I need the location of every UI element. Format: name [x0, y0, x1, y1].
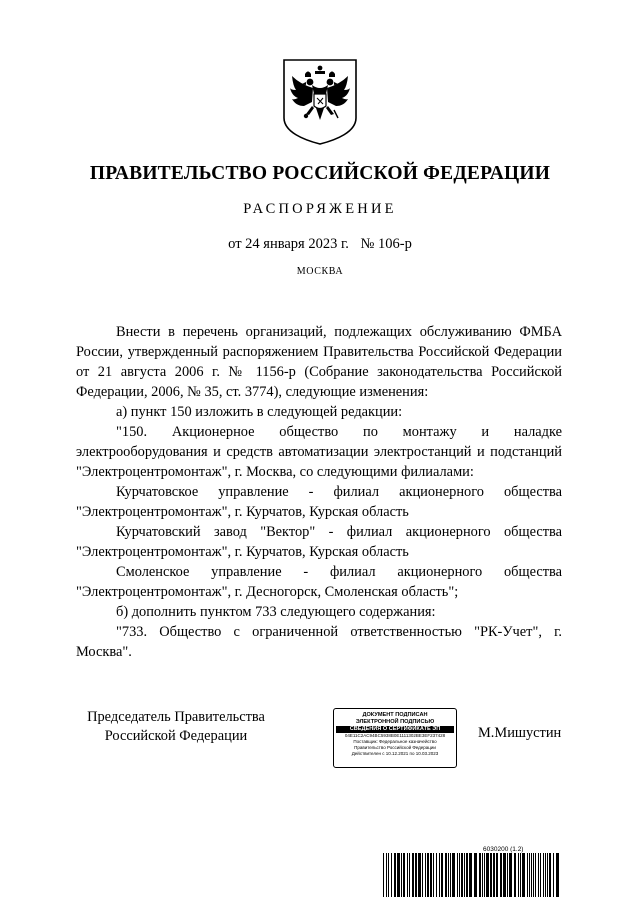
stamp-certificate-band: СВЕДЕНИЯ О СЕРТИФИКАТЕ ЭП: [336, 726, 454, 733]
document-number: № 106-р: [360, 236, 412, 252]
body-paragraph: Смоленское управление - филиал акционерного общества "Электроцентромонтаж", г. Десногорск, Смоленская область";: [76, 564, 562, 600]
body-paragraph: б) дополнить пунктом 733 следующего содержания:: [116, 604, 436, 620]
signatory-role-line: Председатель Правительства: [87, 709, 265, 725]
stamp-owner: Правительство Российской Федерации: [354, 745, 436, 750]
coat-of-arms-icon: [282, 58, 358, 146]
signatory-role-line: Российской Федерации: [104, 728, 248, 744]
government-title: ПРАВИТЕЛЬСТВО РОССИЙСКОЙ ФЕДЕРАЦИИ: [89, 163, 551, 184]
barcode-icon: [383, 853, 561, 897]
date-number-line: [0, 236, 640, 253]
stamp-validity: Действителен с 10.12.2021 по 10.03.2023: [351, 751, 439, 756]
document-body: [76, 322, 562, 662]
body-paragraph: "150. Акционерное общество по монтажу и наладке электрооборудования и средств автоматизации электростанций и подстанций "Электроцентромонтаж", г. Москва, со следующими филиалами:: [76, 424, 562, 480]
signatory-name: М.Мишустин: [478, 725, 562, 741]
body-paragraph: а) пункт 150 изложить в следующей редакции:: [116, 404, 403, 420]
document-date: от 24 января 2023 г.: [228, 236, 349, 252]
document-type: РАСПОРЯЖЕНИЕ: [243, 201, 397, 217]
electronic-signature-stamp: [333, 708, 457, 768]
document-city: МОСКВА: [296, 266, 344, 277]
body-paragraph: Курчатовский завод "Вектор" - филиал акционерного общества "Электроцентромонтаж", г. Курчатов, Курская область: [76, 524, 562, 560]
stamp-line: ДОКУМЕНТ ПОДПИСАН: [362, 712, 428, 718]
body-paragraph: "733. Общество с ограниченной ответственностью "РК-Учет", г. Москва".: [76, 624, 562, 660]
body-paragraph: Внести в перечень организаций, подлежащих обслуживанию ФМБА России, утвержденный распоряжением Правительства Российской Федерации от 21 августа 2006 г. № 1156-р (Собрание законодательства Российской Федерации, 2006, № 35, ст. 3774), следующие изменения:: [76, 324, 562, 400]
body-paragraph: Курчатовское управление - филиал акционерного общества "Электроцентромонтаж", г. Курчатов, Курская область: [76, 484, 562, 520]
signatory-role: [76, 708, 276, 746]
stamp-serial: 04E11C2AC94BC5938B0E1111302BE3EF237428: [344, 733, 446, 738]
stamp-line: ЭЛЕКТРОННОЙ ПОДПИСЬЮ: [355, 718, 435, 725]
stamp-issuer: Поставщик: Федеральное казначейство: [353, 739, 437, 744]
barcode-number: 6030200 (1.2): [483, 846, 524, 853]
